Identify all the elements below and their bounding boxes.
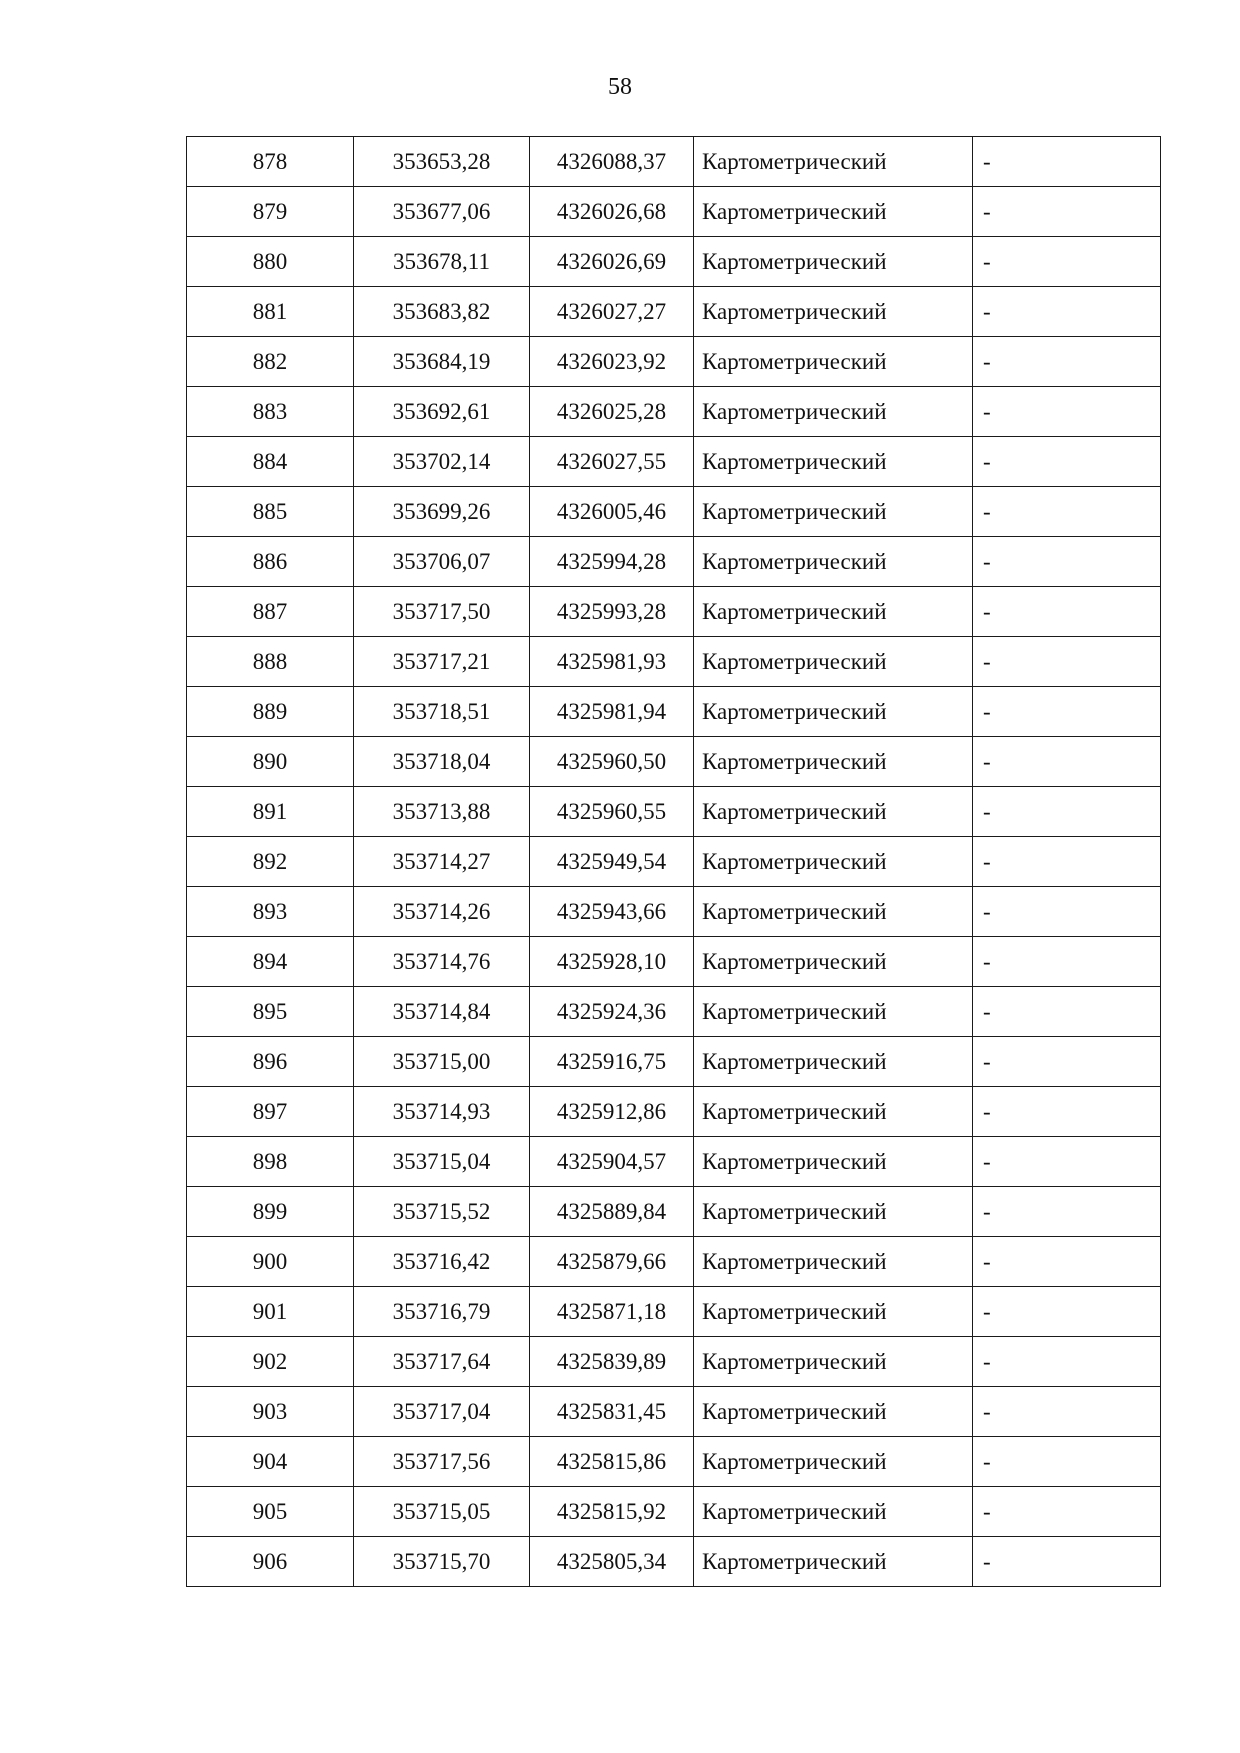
method-cell: Картометрический: [694, 1237, 973, 1287]
method-cell: Картометрический: [694, 1537, 973, 1587]
method-cell: Картометрический: [694, 937, 973, 987]
method-cell: Картометрический: [694, 637, 973, 687]
x-coordinate-cell: 353717,04: [354, 1387, 530, 1437]
y-coordinate-cell: 4326027,27: [530, 287, 694, 337]
note-cell: -: [973, 737, 1161, 787]
point-number-cell: 882: [187, 337, 354, 387]
method-cell: Картометрический: [694, 1387, 973, 1437]
point-number-cell: 878: [187, 137, 354, 187]
point-number-cell: 890: [187, 737, 354, 787]
x-coordinate-cell: 353677,06: [354, 187, 530, 237]
y-coordinate-cell: 4325889,84: [530, 1187, 694, 1237]
table-row: [187, 387, 1161, 437]
note-cell: -: [973, 287, 1161, 337]
note-cell: -: [973, 237, 1161, 287]
point-number-cell: 903: [187, 1387, 354, 1437]
table-row: [187, 787, 1161, 837]
x-coordinate-cell: 353714,84: [354, 987, 530, 1037]
table-row: [187, 1387, 1161, 1437]
point-number-cell: 886: [187, 537, 354, 587]
coordinates-table: [186, 136, 1161, 1587]
x-coordinate-cell: 353715,52: [354, 1187, 530, 1237]
x-coordinate-cell: 353678,11: [354, 237, 530, 287]
x-coordinate-cell: 353714,26: [354, 887, 530, 937]
point-number-cell: 891: [187, 787, 354, 837]
note-cell: -: [973, 387, 1161, 437]
y-coordinate-cell: 4325949,54: [530, 837, 694, 887]
method-cell: Картометрический: [694, 1137, 973, 1187]
point-number-cell: 904: [187, 1437, 354, 1487]
x-coordinate-cell: 353683,82: [354, 287, 530, 337]
point-number-cell: 885: [187, 487, 354, 537]
note-cell: -: [973, 1037, 1161, 1087]
y-coordinate-cell: 4326026,68: [530, 187, 694, 237]
point-number-cell: 899: [187, 1187, 354, 1237]
note-cell: -: [973, 1437, 1161, 1487]
method-cell: Картометрический: [694, 237, 973, 287]
note-cell: -: [973, 437, 1161, 487]
point-number-cell: 895: [187, 987, 354, 1037]
point-number-cell: 900: [187, 1237, 354, 1287]
note-cell: -: [973, 1187, 1161, 1237]
note-cell: -: [973, 1387, 1161, 1437]
table-row: [187, 537, 1161, 587]
table-row: [187, 737, 1161, 787]
method-cell: Картометрический: [694, 887, 973, 937]
note-cell: -: [973, 687, 1161, 737]
x-coordinate-cell: 353718,51: [354, 687, 530, 737]
x-coordinate-cell: 353692,61: [354, 387, 530, 437]
point-number-cell: 894: [187, 937, 354, 987]
table-row: [187, 937, 1161, 987]
x-coordinate-cell: 353717,56: [354, 1437, 530, 1487]
y-coordinate-cell: 4325912,86: [530, 1087, 694, 1137]
point-number-cell: 887: [187, 587, 354, 637]
method-cell: Картометрический: [694, 1437, 973, 1487]
table-row: [187, 487, 1161, 537]
table-row: [187, 587, 1161, 637]
method-cell: Картометрический: [694, 1037, 973, 1087]
x-coordinate-cell: 353684,19: [354, 337, 530, 387]
method-cell: Картометрический: [694, 187, 973, 237]
y-coordinate-cell: 4325805,34: [530, 1537, 694, 1587]
x-coordinate-cell: 353717,50: [354, 587, 530, 637]
table-row: [187, 337, 1161, 387]
y-coordinate-cell: 4325815,92: [530, 1487, 694, 1537]
x-coordinate-cell: 353715,70: [354, 1537, 530, 1587]
table-row: [187, 687, 1161, 737]
table-row: [187, 1137, 1161, 1187]
table-row: [187, 1287, 1161, 1337]
table-row: [187, 1487, 1161, 1537]
method-cell: Картометрический: [694, 287, 973, 337]
y-coordinate-cell: 4325904,57: [530, 1137, 694, 1187]
method-cell: Картометрический: [694, 537, 973, 587]
note-cell: -: [973, 587, 1161, 637]
table-body: [187, 137, 1161, 1587]
x-coordinate-cell: 353715,05: [354, 1487, 530, 1537]
table-row: [187, 987, 1161, 1037]
note-cell: -: [973, 787, 1161, 837]
note-cell: -: [973, 637, 1161, 687]
table-row: [187, 237, 1161, 287]
x-coordinate-cell: 353714,27: [354, 837, 530, 887]
table-row: [187, 887, 1161, 937]
x-coordinate-cell: 353717,64: [354, 1337, 530, 1387]
note-cell: -: [973, 1287, 1161, 1337]
y-coordinate-cell: 4326027,55: [530, 437, 694, 487]
method-cell: Картометрический: [694, 1087, 973, 1137]
method-cell: Картометрический: [694, 1337, 973, 1387]
x-coordinate-cell: 353717,21: [354, 637, 530, 687]
method-cell: Картометрический: [694, 437, 973, 487]
note-cell: -: [973, 187, 1161, 237]
point-number-cell: 888: [187, 637, 354, 687]
x-coordinate-cell: 353713,88: [354, 787, 530, 837]
note-cell: -: [973, 537, 1161, 587]
x-coordinate-cell: 353653,28: [354, 137, 530, 187]
point-number-cell: 883: [187, 387, 354, 437]
y-coordinate-cell: 4325879,66: [530, 1237, 694, 1287]
note-cell: -: [973, 1487, 1161, 1537]
method-cell: Картометрический: [694, 487, 973, 537]
point-number-cell: 893: [187, 887, 354, 937]
method-cell: Картометрический: [694, 987, 973, 1037]
point-number-cell: 896: [187, 1037, 354, 1087]
note-cell: -: [973, 937, 1161, 987]
x-coordinate-cell: 353716,42: [354, 1237, 530, 1287]
method-cell: Картометрический: [694, 587, 973, 637]
point-number-cell: 897: [187, 1087, 354, 1137]
method-cell: Картометрический: [694, 687, 973, 737]
point-number-cell: 905: [187, 1487, 354, 1537]
y-coordinate-cell: 4325928,10: [530, 937, 694, 987]
note-cell: -: [973, 137, 1161, 187]
y-coordinate-cell: 4325943,66: [530, 887, 694, 937]
table-row: [187, 1037, 1161, 1087]
note-cell: -: [973, 1237, 1161, 1287]
method-cell: Картометрический: [694, 737, 973, 787]
y-coordinate-cell: 4326088,37: [530, 137, 694, 187]
note-cell: -: [973, 1137, 1161, 1187]
note-cell: -: [973, 1087, 1161, 1137]
y-coordinate-cell: 4325960,55: [530, 787, 694, 837]
note-cell: -: [973, 987, 1161, 1037]
note-cell: -: [973, 337, 1161, 387]
table-row: [187, 1187, 1161, 1237]
y-coordinate-cell: 4325916,75: [530, 1037, 694, 1087]
table-row: [187, 187, 1161, 237]
table-row: [187, 1087, 1161, 1137]
y-coordinate-cell: 4325839,89: [530, 1337, 694, 1387]
x-coordinate-cell: 353706,07: [354, 537, 530, 587]
table-row: [187, 1237, 1161, 1287]
page-number: 58: [608, 74, 632, 100]
x-coordinate-cell: 353715,00: [354, 1037, 530, 1087]
y-coordinate-cell: 4326026,69: [530, 237, 694, 287]
y-coordinate-cell: 4325815,86: [530, 1437, 694, 1487]
y-coordinate-cell: 4326025,28: [530, 387, 694, 437]
note-cell: -: [973, 887, 1161, 937]
method-cell: Картометрический: [694, 837, 973, 887]
y-coordinate-cell: 4325831,45: [530, 1387, 694, 1437]
method-cell: Картометрический: [694, 337, 973, 387]
table-row: [187, 287, 1161, 337]
point-number-cell: 898: [187, 1137, 354, 1187]
x-coordinate-cell: 353699,26: [354, 487, 530, 537]
point-number-cell: 902: [187, 1337, 354, 1387]
table-row: [187, 437, 1161, 487]
x-coordinate-cell: 353714,76: [354, 937, 530, 987]
note-cell: -: [973, 1537, 1161, 1587]
table-row: [187, 837, 1161, 887]
method-cell: Картометрический: [694, 1287, 973, 1337]
y-coordinate-cell: 4325924,36: [530, 987, 694, 1037]
table-row: [187, 1337, 1161, 1387]
method-cell: Картометрический: [694, 137, 973, 187]
table-row: [187, 137, 1161, 187]
method-cell: Картометрический: [694, 1487, 973, 1537]
x-coordinate-cell: 353716,79: [354, 1287, 530, 1337]
table-row: [187, 1437, 1161, 1487]
x-coordinate-cell: 353715,04: [354, 1137, 530, 1187]
y-coordinate-cell: 4326023,92: [530, 337, 694, 387]
point-number-cell: 881: [187, 287, 354, 337]
point-number-cell: 884: [187, 437, 354, 487]
note-cell: -: [973, 837, 1161, 887]
y-coordinate-cell: 4325960,50: [530, 737, 694, 787]
table-row: [187, 637, 1161, 687]
point-number-cell: 880: [187, 237, 354, 287]
note-cell: -: [973, 487, 1161, 537]
point-number-cell: 879: [187, 187, 354, 237]
x-coordinate-cell: 353702,14: [354, 437, 530, 487]
method-cell: Картометрический: [694, 387, 973, 437]
point-number-cell: 906: [187, 1537, 354, 1587]
point-number-cell: 901: [187, 1287, 354, 1337]
point-number-cell: 889: [187, 687, 354, 737]
note-cell: -: [973, 1337, 1161, 1387]
x-coordinate-cell: 353714,93: [354, 1087, 530, 1137]
y-coordinate-cell: 4325981,94: [530, 687, 694, 737]
y-coordinate-cell: 4325871,18: [530, 1287, 694, 1337]
table-row: [187, 1537, 1161, 1587]
y-coordinate-cell: 4325994,28: [530, 537, 694, 587]
x-coordinate-cell: 353718,04: [354, 737, 530, 787]
point-number-cell: 892: [187, 837, 354, 887]
y-coordinate-cell: 4325981,93: [530, 637, 694, 687]
y-coordinate-cell: 4325993,28: [530, 587, 694, 637]
method-cell: Картометрический: [694, 1187, 973, 1237]
y-coordinate-cell: 4326005,46: [530, 487, 694, 537]
method-cell: Картометрический: [694, 787, 973, 837]
